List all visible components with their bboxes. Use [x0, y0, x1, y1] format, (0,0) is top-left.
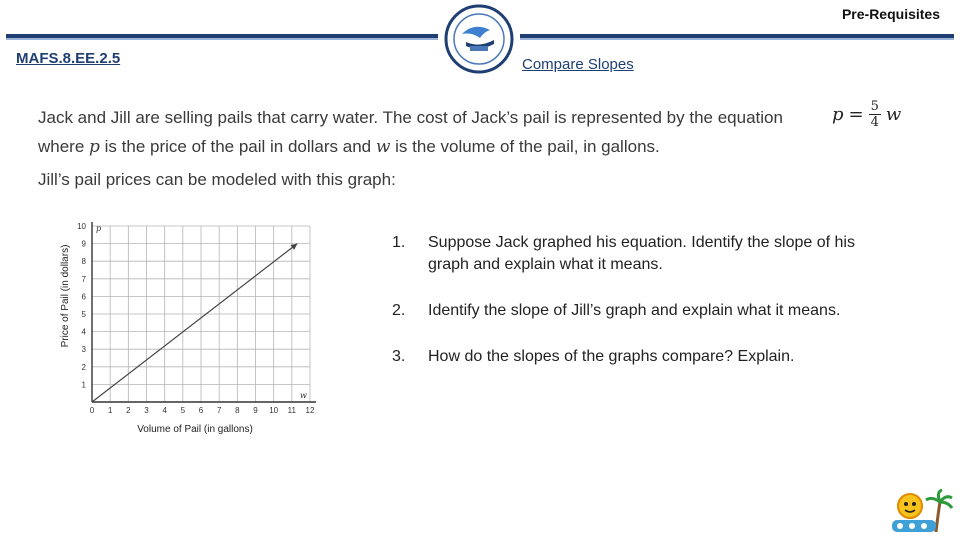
y-axis-label: Price of Pail (in dollars): [60, 244, 71, 348]
eq-sign: =: [848, 104, 864, 125]
x-tick-label: 0: [89, 406, 95, 415]
x-tick-label: 9: [253, 406, 258, 415]
eq-fraction: [869, 100, 881, 129]
x-tick-label: 4: [162, 406, 167, 415]
jill-price-graph: [58, 216, 328, 438]
standard-link[interactable]: MAFS.8.EE.2.5: [16, 50, 121, 67]
line2-c: is the volume of the pail, in gallons.: [390, 137, 660, 156]
question-2: [392, 300, 862, 322]
problem-line-2: [38, 132, 838, 162]
graph-intro: Jill’s pail prices can be modeled with this graph:: [38, 170, 396, 189]
question-text: How do the slopes of the graphs compare? Explain.: [428, 348, 795, 365]
x-axis-label: Volume of Pail (in gallons): [137, 424, 253, 435]
question-text: Suppose Jack graphed his equation. Identify the slope of his graph and explain what it means.: [428, 234, 855, 273]
y-tick-label: 4: [81, 327, 86, 337]
problem-line-1: Jack and Jill are selling pails that carry water. The cost of Jack’s pail is represented by the equation: [38, 108, 783, 127]
x-tick-label: 1: [107, 406, 113, 415]
eq-var: w: [885, 104, 902, 125]
mascot-logo: [884, 488, 954, 536]
school-district-seal: [444, 4, 514, 74]
var-w: w: [375, 137, 391, 157]
eq-lhs: p: [832, 104, 844, 125]
y-tick-label: 8: [81, 257, 86, 267]
eq-denominator: 4: [870, 115, 879, 130]
y-tick-label: 9: [81, 239, 86, 249]
y-tick-label: 2: [81, 362, 86, 372]
y-tick-label: 7: [81, 274, 86, 284]
x-tick-label: 5: [180, 406, 186, 415]
question-text: Identify the slope of Jill’s graph and explain what it means.: [428, 302, 841, 319]
jack-equation: [832, 100, 901, 129]
x-tick-label: 10: [269, 406, 279, 415]
y-tick-label: 3: [81, 345, 86, 355]
header-bar-left: [6, 34, 438, 40]
topic-link[interactable]: Compare Slopes: [522, 56, 634, 73]
question-number: 2.: [392, 302, 406, 319]
header-bar-right: [520, 34, 954, 40]
series-line: [92, 244, 297, 402]
line2-a: where: [38, 137, 90, 156]
x-tick-label: 7: [216, 406, 222, 415]
var-p: p: [89, 137, 100, 157]
x-axis-variable: w: [300, 391, 307, 400]
question-3: [392, 346, 862, 368]
x-tick-label: 8: [235, 406, 240, 415]
problem-text: [38, 103, 838, 162]
x-tick-label: 3: [144, 406, 149, 415]
y-tick-label: 1: [81, 380, 86, 390]
x-tick-label: 2: [126, 406, 131, 415]
section-title: Pre-Requisites: [841, 6, 940, 22]
y-tick-label: 6: [81, 292, 86, 302]
question-list: [392, 232, 862, 392]
eq-numerator: 5: [870, 99, 879, 114]
x-tick-label: 11: [287, 406, 296, 415]
question-number: 3.: [392, 348, 406, 365]
y-tick-label: 10: [77, 222, 86, 231]
y-tick-label: 5: [81, 310, 86, 319]
question-number: 1.: [392, 234, 406, 251]
x-tick-label: 12: [305, 406, 315, 415]
x-tick-label: 6: [198, 406, 204, 415]
line2-b: is the price of the pail in dollars and: [99, 137, 376, 156]
question-1: [392, 232, 862, 276]
y-axis-variable: p: [96, 224, 102, 233]
